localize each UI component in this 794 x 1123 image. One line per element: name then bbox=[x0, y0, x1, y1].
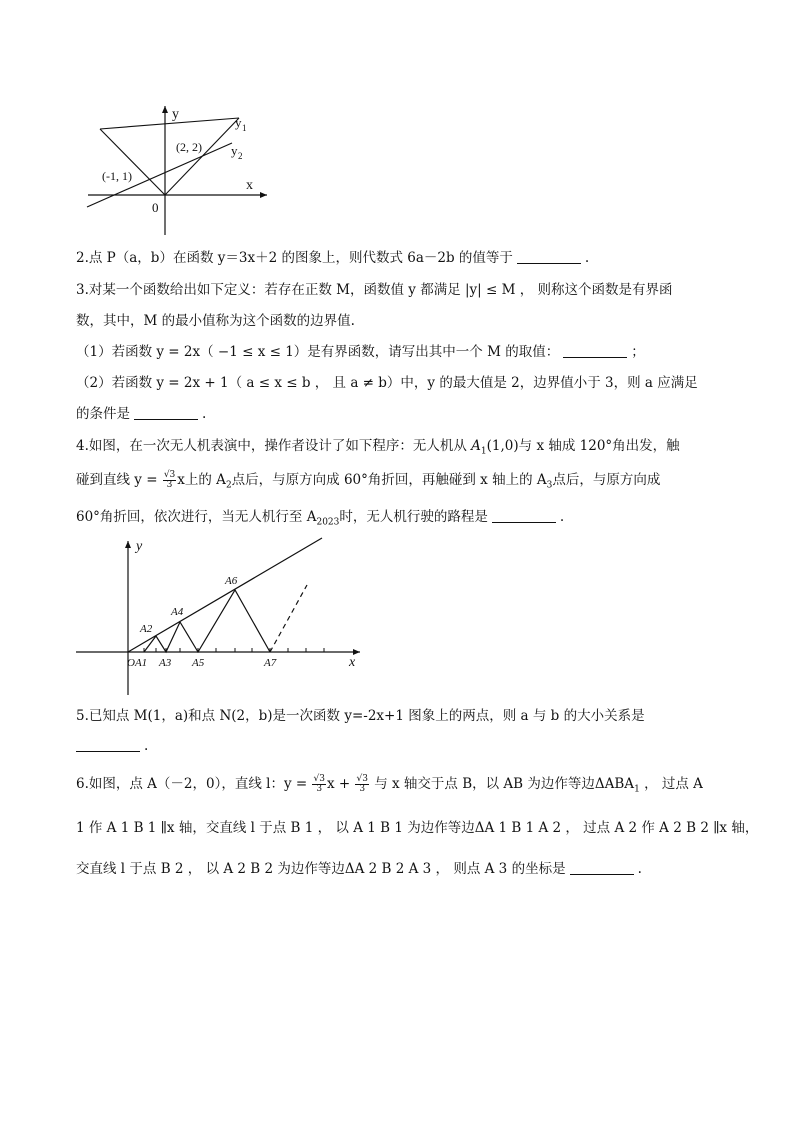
question-2 bbox=[76, 248, 589, 268]
line-y1-lower bbox=[100, 129, 165, 195]
q6-answer-blank[interactable] bbox=[570, 860, 634, 875]
q3-part1-blank[interactable] bbox=[563, 343, 627, 358]
frac-num: √3 bbox=[163, 470, 176, 480]
figure-two-lines bbox=[82, 100, 282, 240]
q4-point-a: A bbox=[471, 438, 481, 454]
q3-part1-text: （1）若函数 y = 2x（ −1 ≤ x ≤ 1）是有界函数，请写出其中一个 M 的取值： bbox=[76, 344, 560, 360]
frac-num: √3 bbox=[356, 774, 368, 784]
frac-den: 3 bbox=[166, 480, 173, 490]
q6-sub: 1 bbox=[634, 784, 640, 795]
q2-answer-blank[interactable] bbox=[517, 249, 581, 264]
label-oa1: OA1 bbox=[127, 657, 148, 669]
q4-l2c: 点后，与原方向成 60°角折回，再触碰到 x 轴上的 A bbox=[231, 472, 547, 488]
question-6-line2: 1 作 A 1 B 1 ∥x 轴，交直线 l 于点 B 1 ， 以 A 1 B 1 为边作等边ΔA 1 B 1 A 2 ， 过点 A 2 作 A 2 B 2 ∥x 轴， bbox=[76, 820, 759, 836]
question-3-part1 bbox=[76, 342, 645, 362]
frac-num: √3 bbox=[313, 774, 325, 784]
frac-den: 3 bbox=[359, 784, 366, 794]
question-5-line1: 5.已知点 M(1，a)和点 N(2，b)是一次函数 y=-2x+1 图象上的两点，则 a 与 b 的大小关系是 bbox=[76, 708, 645, 724]
label-a2: A2 bbox=[140, 623, 153, 635]
question-4-line1 bbox=[76, 436, 680, 462]
question-6-line1 bbox=[76, 774, 703, 800]
q6-l1c: 与 x 轴交于点 B，以 AB 为边作等边ΔABA bbox=[369, 776, 635, 792]
q2-text: 2.点 P（a，b）在函数 y＝3x＋2 的图象上，则代数式 6a－2b 的值等于 bbox=[76, 250, 513, 266]
q3-part1-end: ； bbox=[631, 344, 645, 360]
line1-label: y bbox=[235, 115, 242, 130]
q6-l1a: 6.如图，点 A（－2，0），直线 l：y = bbox=[76, 776, 312, 792]
label-a3: A3 bbox=[159, 657, 172, 669]
question-3-part2: （2）若函数 y = 2x + 1（ a ≤ x ≤ b ， 且 a ≠ b）中，y 的最大值是 2，边界值小于 3，则 a 应满足 bbox=[76, 375, 698, 391]
q3-part2-blank[interactable] bbox=[134, 405, 198, 420]
q5-answer-blank[interactable] bbox=[76, 737, 140, 752]
q4-l1a: 4.如图，在一次无人机表演中，操作者设计了如下程序：无人机从 bbox=[76, 438, 472, 454]
q4-sub: 1 bbox=[480, 446, 487, 457]
q6-l1b: x + bbox=[326, 776, 355, 792]
q3-part2-text: 的条件是 bbox=[76, 406, 130, 422]
question-5-line2 bbox=[76, 736, 148, 756]
point-neg11-label: (-1, 1) bbox=[102, 169, 132, 183]
question-4-line2 bbox=[76, 470, 660, 496]
q6-l3a: 交直线 l 于点 B 2 ， 以 A 2 B 2 为边作等边ΔA 2 B 2 A 3 ， 则点 A 3 的坐标是 bbox=[76, 861, 566, 877]
q5-end: . bbox=[144, 738, 149, 754]
y-axis-label: y bbox=[172, 107, 179, 122]
question-3-part2-line2 bbox=[76, 404, 206, 424]
q6-l1d: ， 过点 A bbox=[639, 776, 703, 792]
line-y1 bbox=[100, 118, 239, 129]
q4-l1b: (1,0)与 x 轴成 120°角出发，触 bbox=[486, 438, 680, 454]
figure-drone-path bbox=[72, 535, 372, 700]
y-axis-arrow bbox=[125, 541, 131, 548]
q3-part2-end: . bbox=[202, 406, 207, 422]
question-4-line3 bbox=[76, 507, 564, 533]
q4-l2b: x上的 A bbox=[177, 472, 226, 488]
q4-l2a: 碰到直线 y = bbox=[76, 472, 162, 488]
q4-sub2023: 2023 bbox=[316, 517, 340, 528]
fraction-sqrt3-over-3-a bbox=[312, 775, 325, 794]
q2-end: . bbox=[584, 250, 590, 266]
label-a4: A4 bbox=[171, 606, 184, 618]
line2-sub: 2 bbox=[238, 151, 243, 161]
x-axis-label: x bbox=[349, 655, 356, 670]
drone-path bbox=[144, 590, 270, 652]
frac-den: 3 bbox=[316, 784, 323, 794]
q4-answer-blank[interactable] bbox=[492, 508, 556, 523]
line2-label: y bbox=[231, 143, 238, 158]
line1-sub: 1 bbox=[242, 123, 247, 133]
label-a6: A6 bbox=[225, 575, 238, 587]
y-axis-label: y bbox=[136, 539, 143, 554]
origin-label: 0 bbox=[152, 200, 159, 215]
q4-l3b: 时，无人机行驶的路程是 bbox=[339, 509, 488, 525]
q4-end: . bbox=[559, 509, 565, 525]
question-3-line2: 数，其中，M 的最小值称为这个函数的边界值. bbox=[76, 313, 355, 329]
q4-sub2: 2 bbox=[225, 480, 232, 491]
q4-sub3: 3 bbox=[546, 480, 553, 491]
question-3-line1: 3.对某一个函数给出如下定义：若存在正数 M，函数值 y 都满足 |y| ≤ M ， 则称这个函数是有界函 bbox=[76, 282, 673, 298]
point-22-label: (2, 2) bbox=[176, 140, 202, 154]
question-6-line3 bbox=[76, 859, 642, 879]
label-a5: A5 bbox=[192, 657, 205, 669]
q6-end: . bbox=[637, 861, 642, 877]
q4-l2d: 点后，与原方向成 bbox=[552, 472, 661, 488]
drone-path-continuation bbox=[270, 585, 307, 652]
y-axis-arrow bbox=[162, 106, 168, 113]
fraction-sqrt3-over-3-b bbox=[355, 775, 368, 794]
label-a7: A7 bbox=[264, 657, 277, 669]
x-axis-label: x bbox=[246, 178, 253, 193]
x-axis-arrow bbox=[260, 192, 267, 198]
fraction-sqrt3-over-3 bbox=[163, 471, 176, 490]
q4-l3a: 60°角折回，依次进行，当无人机行至 A bbox=[76, 509, 317, 525]
line-sqrt3-over-3 bbox=[128, 538, 322, 652]
